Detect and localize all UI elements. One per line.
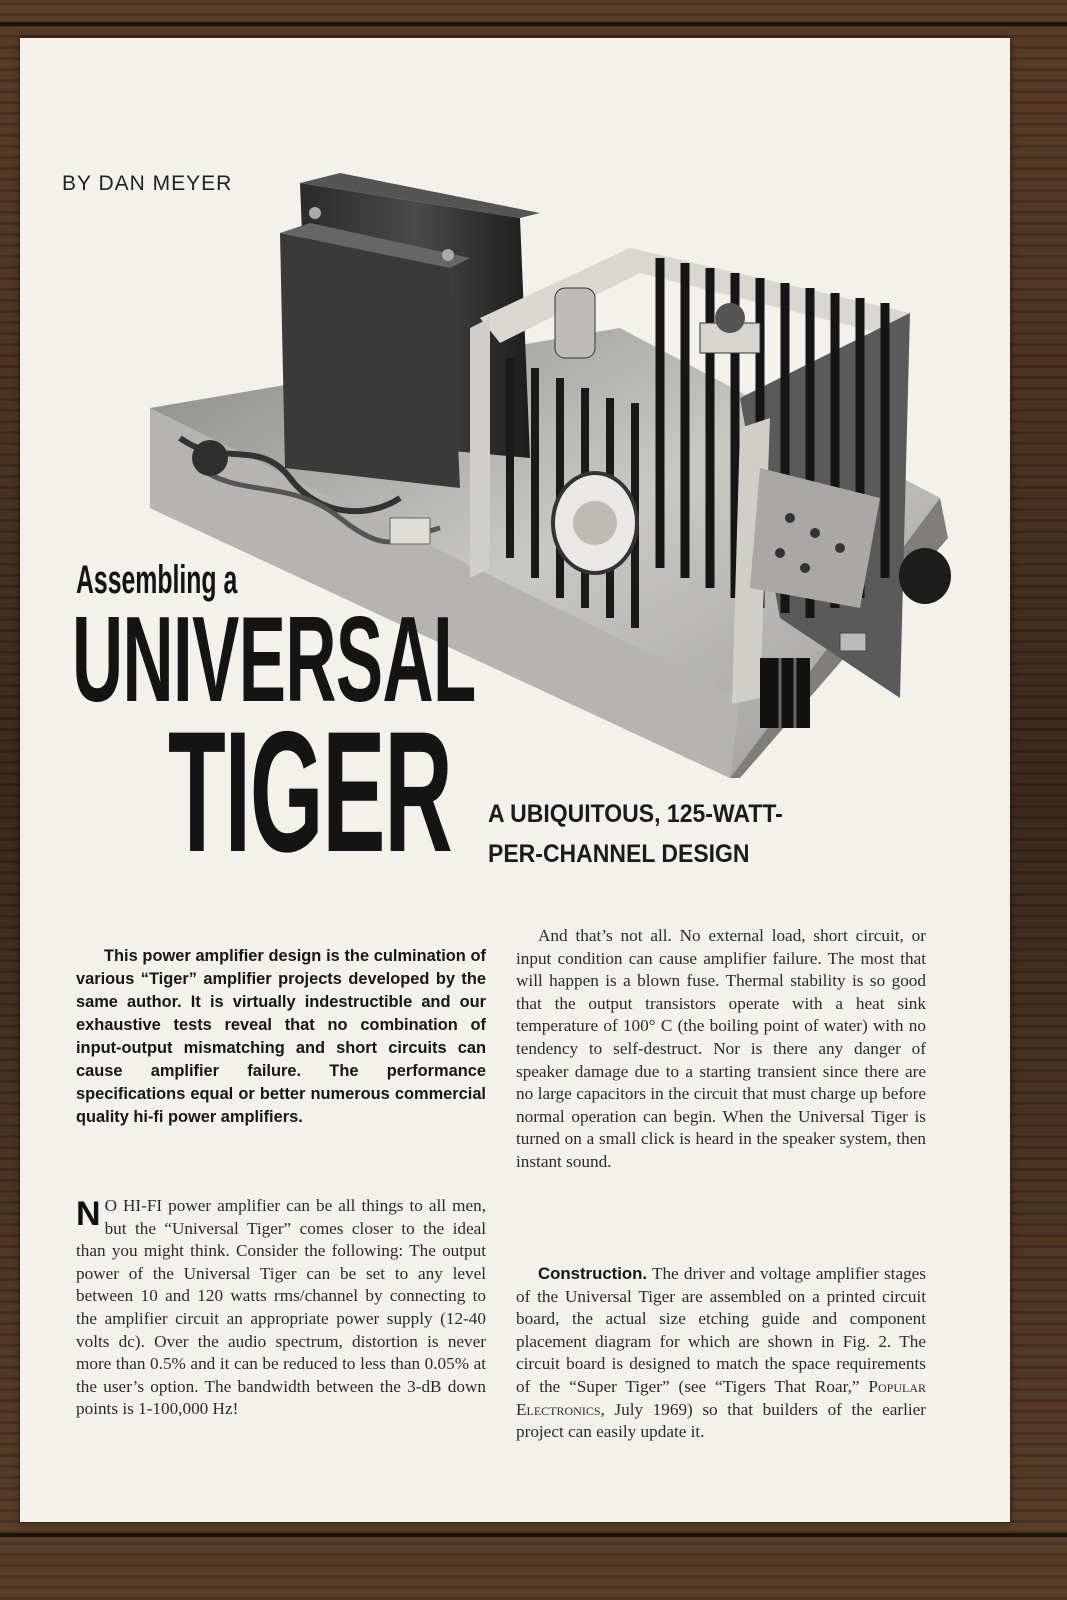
subtitle-line-2: PER-CHANNEL DESIGN <box>488 840 750 868</box>
byline: BY DAN MEYER <box>62 172 233 195</box>
magazine-name: Popular Electronics <box>516 1376 926 1419</box>
section-heading-construction: Construction. <box>538 1264 648 1283</box>
magazine-page <box>20 38 1010 1522</box>
body-paragraph-2: And that’s not all. No external load, short circuit, or input condition can cause amplifier failure. The most that will happen is a blown fuse. Thermal stability is so good that the output transistors operate with a heat sink temperature of 100° C (the boiling point of water) with no tendency to self-destruct. Nor is there any danger of speaker damage due to a starting transient since there are no large capacitors in the circuit that must charge up before normal operation can begin. When the Universal Tiger is turned on a small click is heard in the speaker system, then instant sound. <box>516 926 926 1171</box>
body-paragraph-1 <box>76 1195 486 1421</box>
body-paragraph-1-text: O HI-FI power amplifier can be all things to all men, but the “Universal Tiger” comes closer to the ideal than you might think. Consider the following: The output power of the Universal Tiger can be set to any level between 10 and 120 watts rms/channel by connecting to the amplifier circuit an appropriate power supply (12-40 volts dc). Over the audio spectrum, distortion is never more than 0.5% and it can be reduced to less than 0.05% at the user’s option. The bandwidth between the 3-dB down points is 1-100,000 Hz! <box>76 1196 486 1419</box>
body-paragraph-3-text-a: The driver and voltage amplifier stages of the Universal Tiger are assembled on a printed circuit board, the actual size etching guide and component placement diagram for which are shown in Fig. 2. The circuit board is designed to match the space requirements of the “Super Tiger” (see “Tigers That Roar,” <box>516 1264 926 1396</box>
title-kicker: Assembling a <box>76 558 238 602</box>
subtitle <box>488 794 874 874</box>
body-paragraph-3-text-b: , July 1969) so that builders of the earlier project can easily update it. <box>516 1399 926 1442</box>
body-paragraph-3 <box>516 1263 926 1444</box>
title-line-1: UNIVERSAL <box>72 591 476 727</box>
drop-cap: N <box>76 1195 101 1233</box>
subtitle-line-1: A UBIQUITOUS, 125-WATT- <box>488 800 783 828</box>
title-line-2: TIGER <box>168 696 452 888</box>
intro-paragraph: This power amplifier design is the culmination of various “Tiger” amplifier projects developed by the same author. It is virtually indestructible and our exhaustive tests reveal that no combination of input-output mismatching and short circuits can cause amplifier failure. The performance specifications equal or better numerous commercial quality hi-fi power amplifiers. <box>76 947 486 1126</box>
